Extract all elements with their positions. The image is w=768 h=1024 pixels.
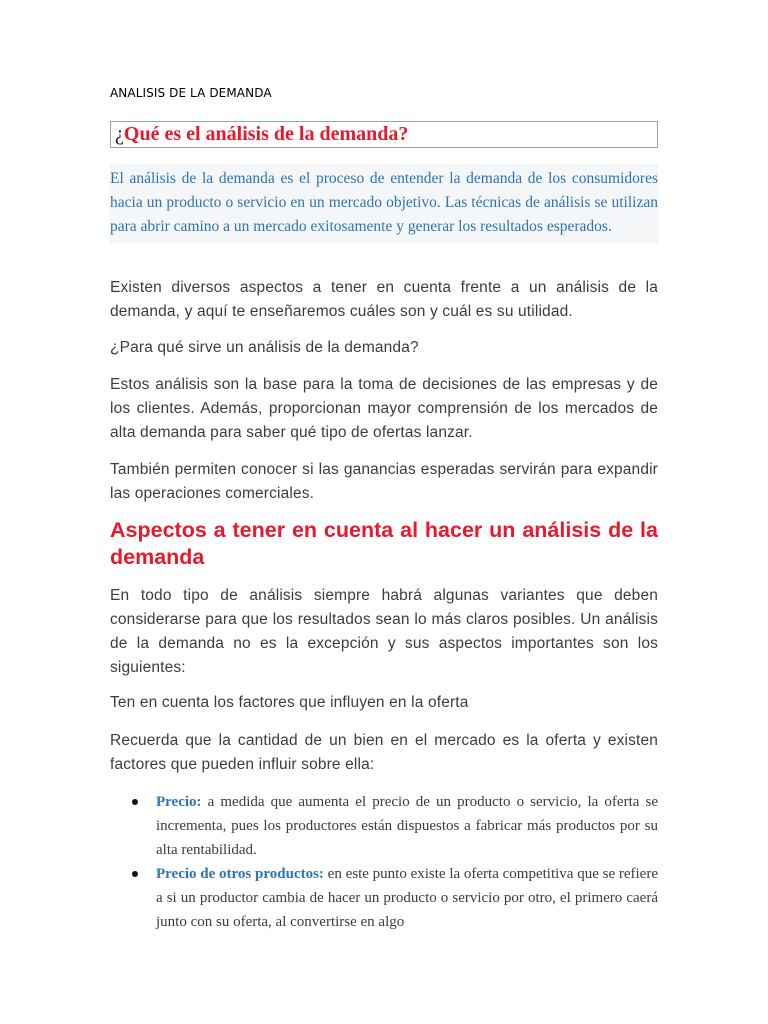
paragraph-question: ¿Para qué sirve un análisis de la demanda? <box>110 339 419 356</box>
paragraph-variants: En todo tipo de análisis siempre habrá algunas variantes que deben considerarse para que los resultados sean lo más claros posibles. Un análisis de la demanda no es la excepción y sus aspectos importantes son los siguientes: <box>110 587 658 676</box>
question-heading-box <box>110 121 658 148</box>
bullet-icon <box>132 871 138 877</box>
list-item-text: a medida que aumenta el precio de un producto o servicio, la oferta se incrementa, pues los productores están dispuestos a fabricar más productos por su alta rentabilidad. <box>156 794 658 858</box>
question-heading <box>115 123 408 146</box>
paragraph-decisions: Estos análisis son la base para la toma de decisiones de las empresas y de los clientes. Además, proporcionan mayor comprensión de los mercados de alta demanda para saber qué tipo de ofertas lanzar. <box>110 376 658 441</box>
paragraph-intro: Existen diversos aspectos a tener en cuenta frente a un análisis de la demanda, y aquí te enseñaremos cuáles son y cuál es su utilidad. <box>110 279 658 320</box>
paragraph-earnings: También permiten conocer si las ganancias esperadas servirán para expandir las operaciones comerciales. <box>110 461 658 502</box>
definition-block <box>110 164 658 243</box>
paragraph-supply: Recuerda que la cantidad de un bien en el mercado es la oferta y existen factores que pueden influir sobre ella: <box>110 732 658 773</box>
document-label: ANALISIS DE LA DEMANDA <box>110 86 272 100</box>
list-item-text: en este punto existe la oferta competitiva que se refiere a si un productor cambia de hacer un producto o servicio por otro, el primero caerá junto con su oferta, al convertirse en algo <box>156 866 658 930</box>
list-item-term: Precio de otros productos: <box>156 866 324 882</box>
paragraph-factors: Ten en cuenta los factores que influyen en la oferta <box>110 694 469 711</box>
list-item <box>110 862 658 934</box>
list-item <box>110 790 658 862</box>
definition-text: El análisis de la demanda es el proceso de entender la demanda de los consumidores hacia un producto o servicio en un mercado objetivo. Las técnicas de análisis se utilizan para abrir camino a un mercado exitosamente y generar los resultados esperados. <box>110 170 658 235</box>
question-heading-text: Qué es el análisis de la demanda? <box>123 123 409 145</box>
bullet-icon <box>132 799 138 805</box>
list-item-term: Precio: <box>156 794 202 810</box>
question-mark: ¿ <box>115 123 124 145</box>
section-title: Aspectos a tener en cuenta al hacer un análisis de la demanda <box>110 518 658 569</box>
factors-list <box>110 790 658 934</box>
